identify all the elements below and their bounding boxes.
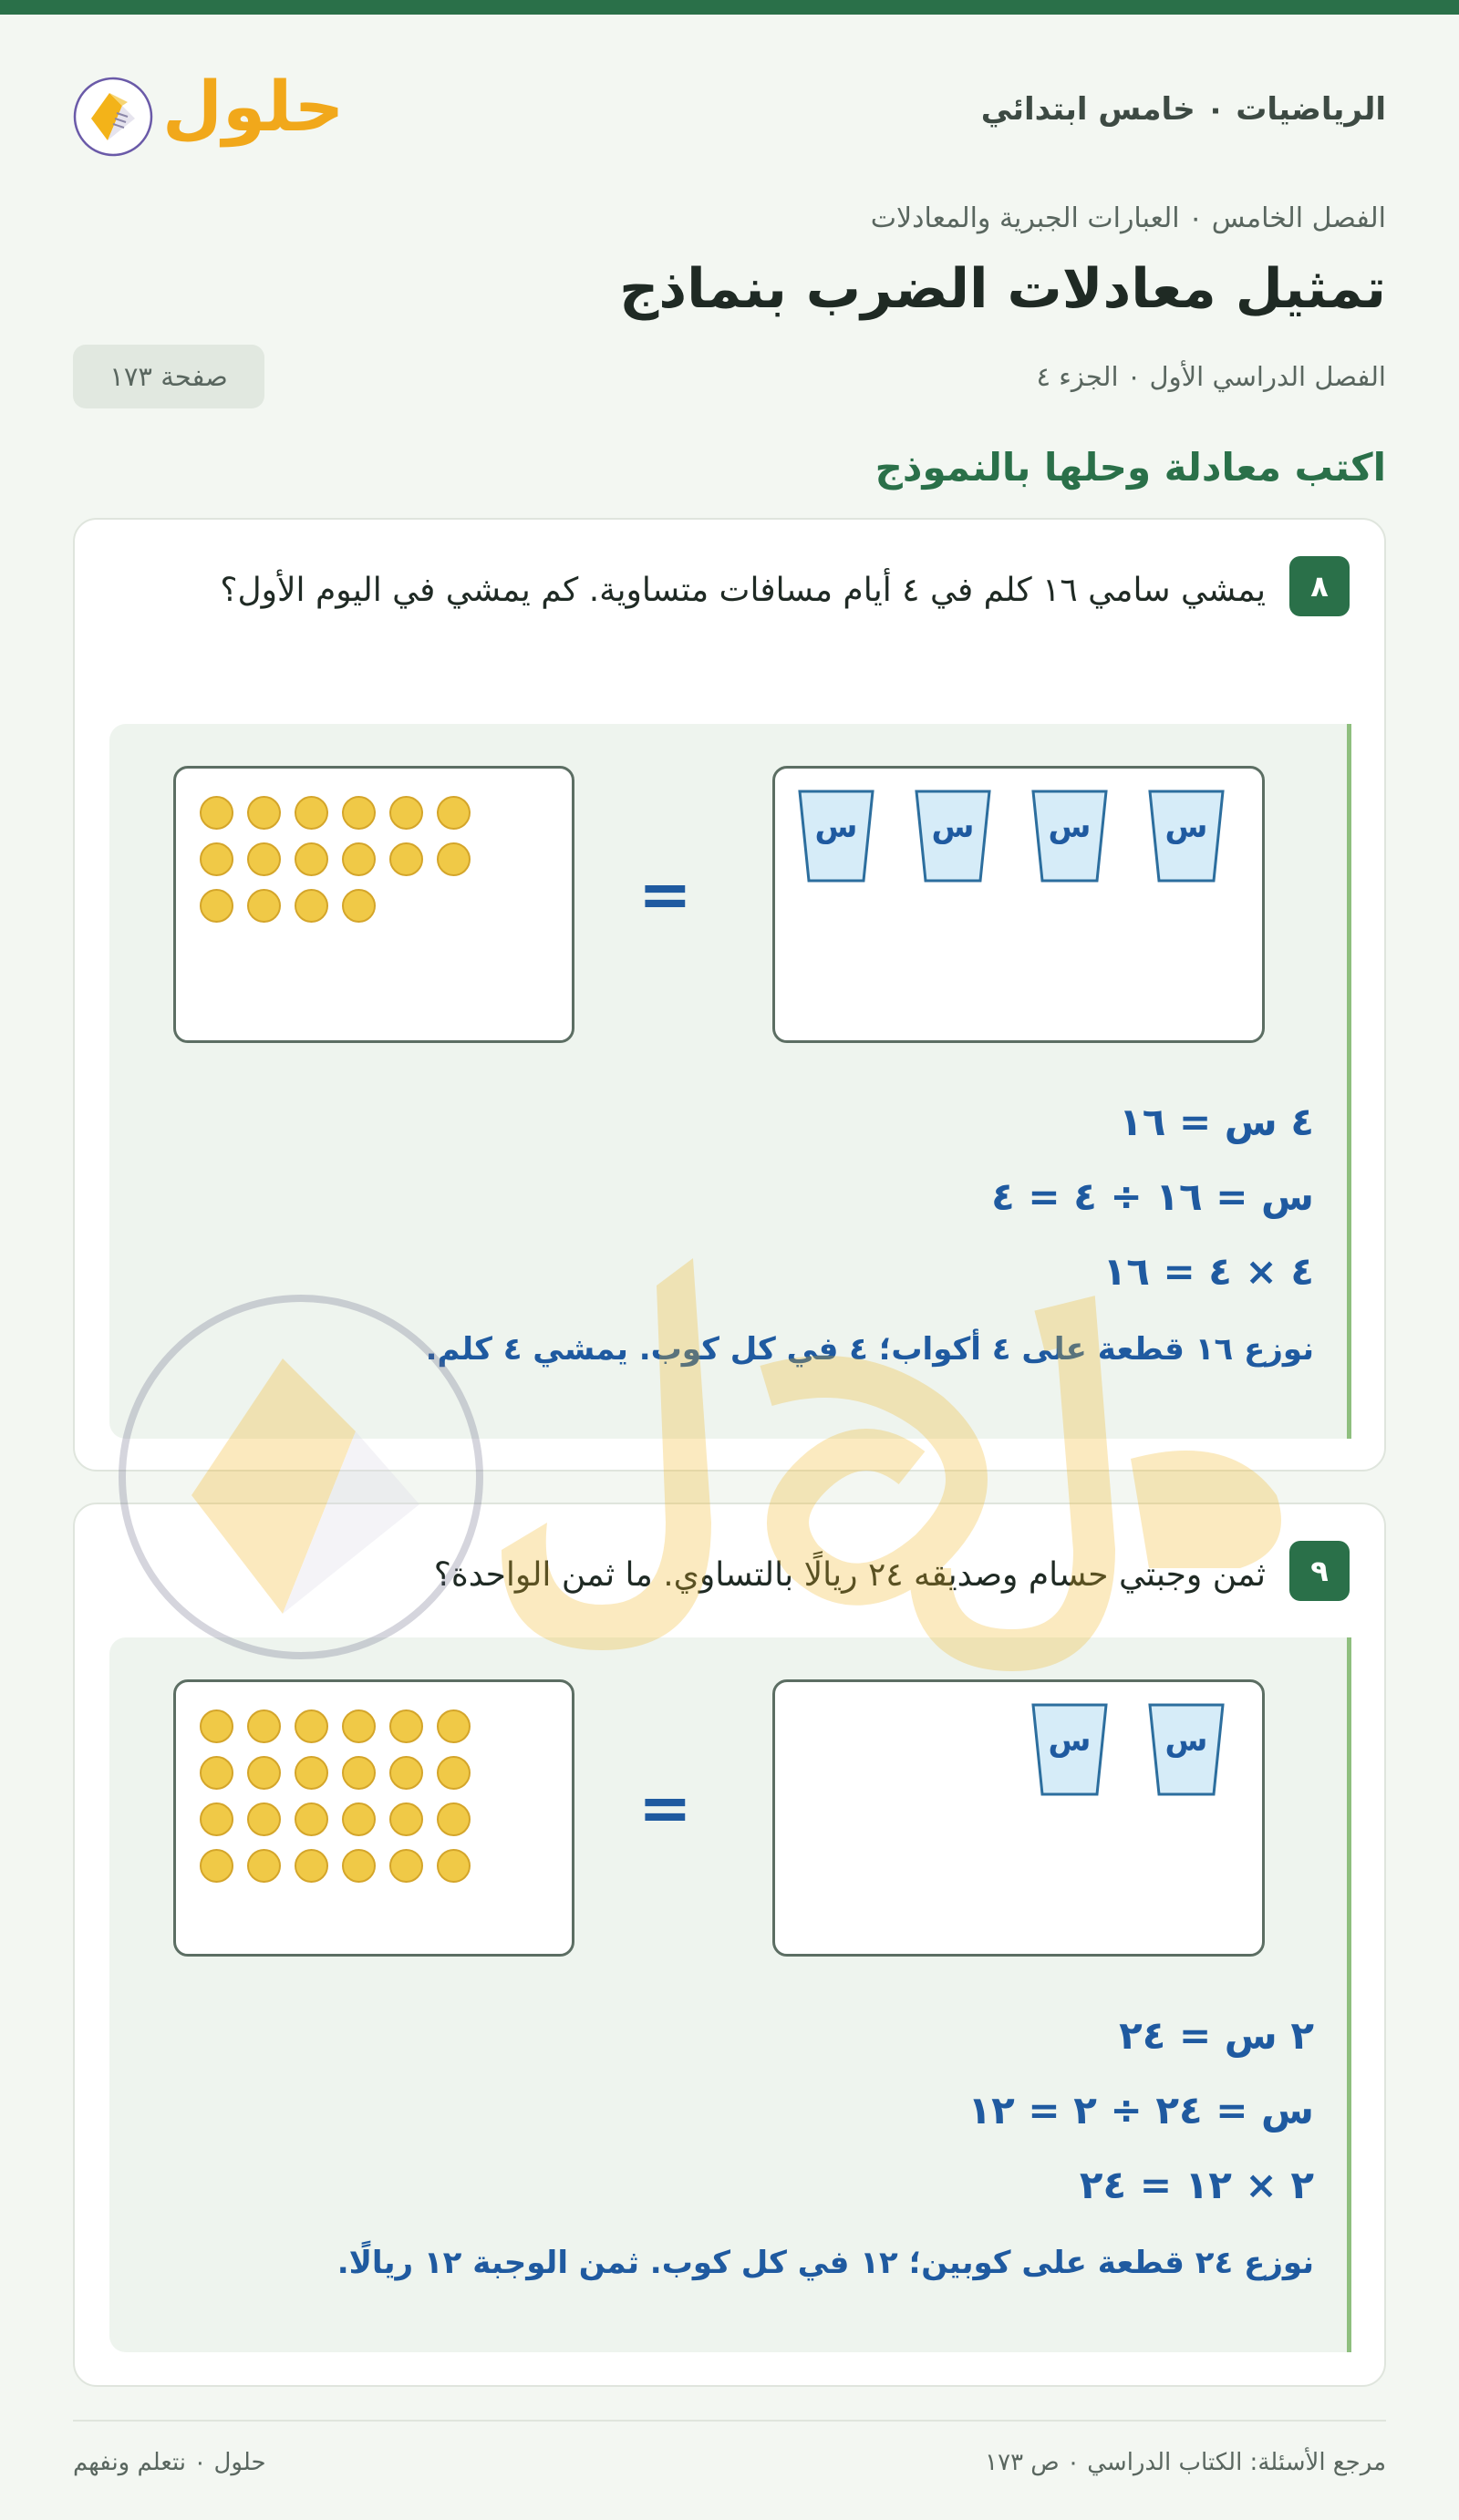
page-number-chip: صفحة ١٧٣ <box>73 345 264 408</box>
question-text: ثمن وجبتي حسام وصديقه ٢٤ ريالًا بالتساوي. ما ثمن الواحدة؟ <box>433 1556 1266 1594</box>
counter-icon <box>389 1709 423 1743</box>
question-card-8 <box>73 518 1386 1472</box>
counter-icon <box>247 889 281 923</box>
counter-icon <box>389 1756 423 1790</box>
counter-icon <box>342 1709 376 1743</box>
counters-model-box <box>173 766 574 1043</box>
section-heading: اكتب معادلة وحلها بالنموذج <box>874 445 1386 490</box>
question-card-9 <box>73 1503 1386 2387</box>
counter-icon <box>200 889 233 923</box>
counter-icon <box>389 1802 423 1836</box>
solution-panel <box>109 1637 1351 2352</box>
counter-icon <box>342 842 376 876</box>
equals-sign: = <box>638 857 692 932</box>
cups-model-box <box>772 766 1265 1043</box>
counter-icon <box>437 1756 471 1790</box>
counter-icon <box>247 1802 281 1836</box>
equation-step: س = ٢٤ ÷ ٢ = ١٢ <box>967 2088 1314 2133</box>
counter-icon <box>342 889 376 923</box>
counter-icon <box>389 842 423 876</box>
counter-icon <box>247 842 281 876</box>
counter-icon <box>437 1709 471 1743</box>
counter-icon <box>200 842 233 876</box>
solution-steps <box>147 1085 1314 1368</box>
cup-variable-label: س <box>1048 1722 1092 1759</box>
counter-icon <box>295 1802 328 1836</box>
counter-icon <box>342 1849 376 1883</box>
counter-icon <box>247 796 281 830</box>
equation-step: س = ١٦ ÷ ٤ = ٤ <box>991 1174 1314 1219</box>
equation-step: ٢ × ١٢ = ٢٤ <box>1079 2163 1314 2207</box>
question-number: ٩ <box>1289 1541 1350 1601</box>
counter-icon <box>200 1756 233 1790</box>
counter-icon <box>295 1709 328 1743</box>
counter-icon <box>295 842 328 876</box>
term-label: الفصل الدراسي الأول ٠ الجزء ٤ <box>1036 361 1386 392</box>
cups-row <box>1030 1702 1226 1797</box>
counter-icon <box>389 796 423 830</box>
answer-statement: نوزع ٢٤ قطعة على كوبين؛ ١٢ في كل كوب. ثمن الوجبة ١٢ ريالًا. <box>336 2245 1314 2281</box>
cup-variable-label: س <box>1048 809 1092 845</box>
subject-label: الرياضيات ٠ خامس ابتدائي <box>980 91 1386 128</box>
equation-step: ٢ س = ٢٤ <box>1119 2013 1314 2058</box>
equation-step: ٤ × ٤ = ١٦ <box>1102 1249 1314 1294</box>
equation-step: ٤ س = ١٦ <box>1119 1100 1314 1144</box>
counter-icon <box>200 1802 233 1836</box>
brand-logo <box>71 62 345 164</box>
answer-statement: نوزع ١٦ قطعة على ٤ أكواب؛ ٤ في كل كوب. يمشي ٤ كلم. <box>425 1331 1314 1368</box>
counter-icon <box>247 1709 281 1743</box>
counter-icon <box>437 796 471 830</box>
counter-icon <box>295 1756 328 1790</box>
cup-icon <box>1147 1702 1226 1797</box>
counter-icon <box>295 889 328 923</box>
counters-grid <box>200 796 492 923</box>
counter-icon <box>200 1849 233 1883</box>
equals-sign: = <box>638 1771 692 1845</box>
counter-icon <box>247 1849 281 1883</box>
counter-icon <box>247 1756 281 1790</box>
cups-row <box>797 789 1226 883</box>
chapter-label: الفصل الخامس ٠ العبارات الجبرية والمعادلات <box>870 202 1386 234</box>
counter-icon <box>200 1709 233 1743</box>
counter-icon <box>437 1849 471 1883</box>
cup-variable-label: س <box>931 809 975 845</box>
cups-model-box <box>772 1679 1265 1957</box>
counters-model-box <box>173 1679 574 1957</box>
counter-icon <box>389 1849 423 1883</box>
footer-brand: حلول ٠ نتعلم ونفهم <box>73 2449 266 2476</box>
counter-icon <box>295 796 328 830</box>
logo-wordmark: حلول <box>162 66 345 147</box>
counter-icon <box>342 1756 376 1790</box>
cup-icon <box>1147 789 1226 883</box>
solution-panel <box>109 724 1351 1439</box>
cup-icon <box>914 789 992 883</box>
cup-icon <box>1030 789 1109 883</box>
counter-icon <box>437 1802 471 1836</box>
solution-steps <box>147 1998 1314 2281</box>
counters-grid <box>200 1709 492 1883</box>
cup-icon <box>797 789 875 883</box>
footer-reference: مرجع الأسئلة: الكتاب الدراسي ٠ ص ١٧٣ <box>985 2449 1386 2476</box>
question-text: يمشي سامي ١٦ كلم في ٤ أيام مسافات متساوية. كم يمشي في اليوم الأول؟ <box>220 572 1266 609</box>
counter-icon <box>200 796 233 830</box>
counter-icon <box>437 842 471 876</box>
counter-icon <box>342 796 376 830</box>
question-number: ٨ <box>1289 556 1350 616</box>
cup-variable-label: س <box>814 809 858 845</box>
cup-variable-label: س <box>1164 1722 1208 1759</box>
top-accent-bar <box>0 0 1459 15</box>
footer-divider <box>73 2420 1386 2422</box>
page-title: تمثيل معادلات الضرب بنماذج <box>619 257 1386 321</box>
cup-variable-label: س <box>1164 809 1208 845</box>
cup-icon <box>1030 1702 1109 1797</box>
counter-icon <box>342 1802 376 1836</box>
counter-icon <box>295 1849 328 1883</box>
